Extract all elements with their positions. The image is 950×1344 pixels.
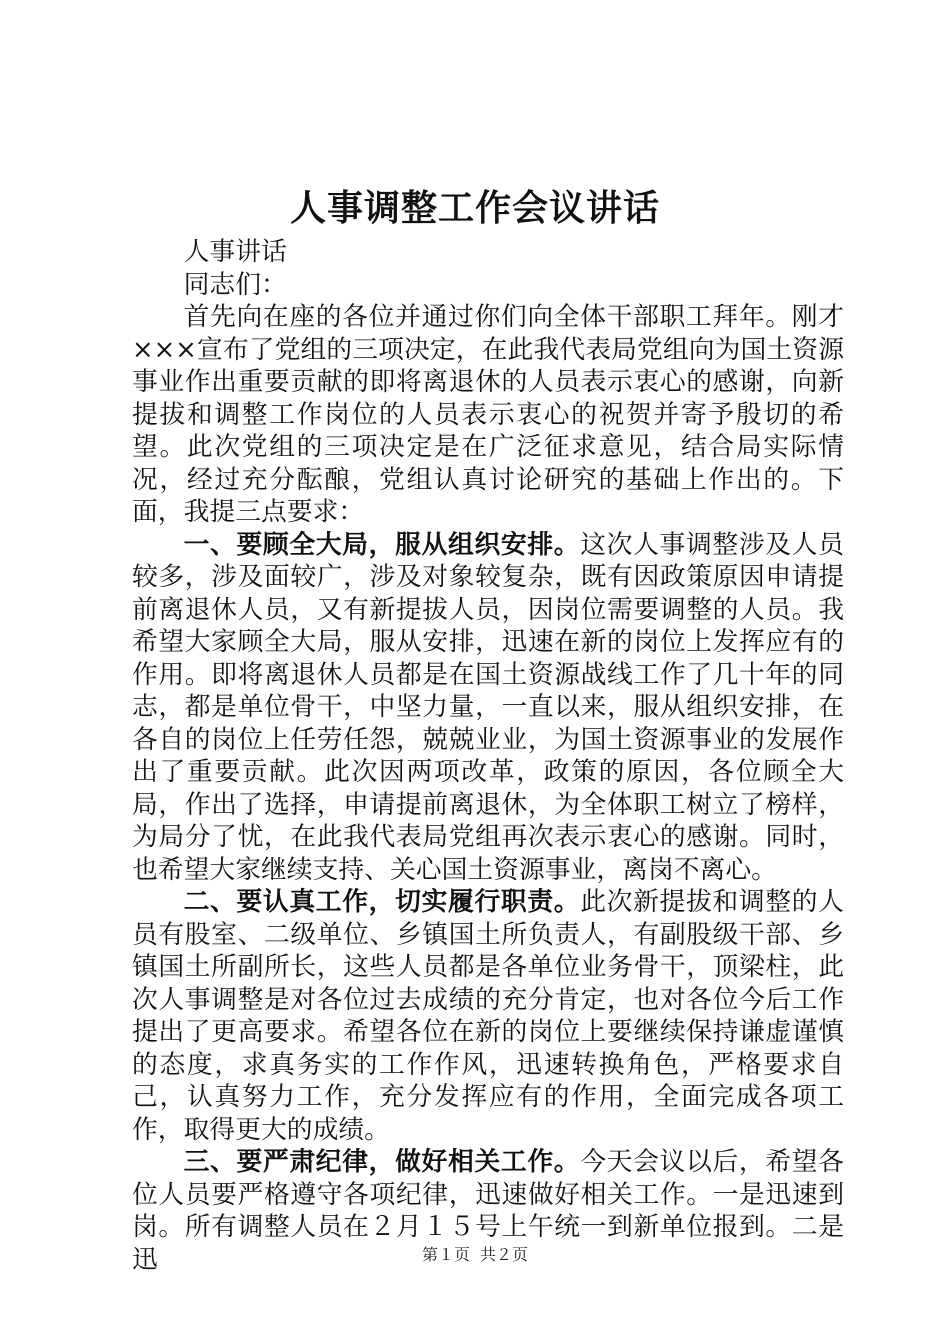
section-paragraph	[132, 529, 844, 887]
section-text: 今天会议以后，希望各位人员要严格遵守各项纪律，迅速做好相关工作。一是迅速到岗。所有调整人员在２月１５号上午统一到新单位报到。二是迅	[132, 1147, 844, 1275]
section-heading: 三、要严肃纪律，做好相关工作。	[183, 1147, 581, 1177]
subtitle-line: 人事讲话	[183, 237, 287, 267]
page-footer	[0, 1244, 950, 1266]
section-text: 这次人事调整涉及人员较多，涉及面较广，涉及对象较复杂，既有因政策原因申请提前离退休人员，又有新提拔人员，因岗位需要调整的人员。我希望大家顾全大局，服从安排，迅速在新的岗位上发挥应有的作用。即将离退休人员都是在国土资源战线工作了几十年的同志，都是单位骨干，中坚力量，一直以来，服从组织安排，在各自的岗位上任劳任怨，兢兢业业，为国土资源事业的发展作出了重要贡献。此次因两项改革，政策的原因，各位顾全大局，作出了选择，申请提前离退休，为全体职工树立了榜样，为局分了忧，在此我代表局党组再次表示衷心的感谢。同时，也希望大家继续支持、关心国土资源事业，离岗不离心。	[132, 529, 844, 885]
intro-paragraph: 首先向在座的各位并通过你们向全体干部职工拜年。刚才×××宣布了党组的三项决定，在此我代表局党组向为国土资源事业作出重要贡献的即将离退休的人员表示衷心的感谢，向新提拔和调整工作岗位的人员表示衷心的祝贺并寄予殷切的希望。此次党组的三项决定是在广泛征求意见，结合局实际情况，经过充分酝酿，党组认真讨论研究的基础上作出的。下面，我提三点要求：	[132, 302, 844, 527]
page-total: 共２页	[480, 1245, 529, 1264]
section-heading: 二、要认真工作，切实履行职责。	[183, 887, 581, 917]
section-heading: 一、要顾全大局，服从组织安排。	[183, 529, 581, 560]
page-title: 人事调整工作会议讲话	[289, 188, 660, 229]
page-number: 第１页	[421, 1245, 470, 1264]
section-paragraph	[132, 886, 844, 1146]
salutation: 同志们：	[183, 269, 287, 300]
document-body	[132, 236, 844, 1276]
section-text: 此次新提拔和调整的人员有股室、二级单位、乡镇国土所负责人，有副股级干部、乡镇国土所副所长，这些人员都是各单位业务骨干，顶梁柱，此次人事调整是对各位过去成绩的充分肯定，也对各位今后工作提出了更高要求。希望各位在新的岗位上要继续保持谦虚谨慎的态度，求真务实的工作作风，迅速转换角色，严格要求自己，认真努力工作，充分发挥应有的作用，全面完成各项工作，取得更大的成绩。	[132, 887, 844, 1145]
